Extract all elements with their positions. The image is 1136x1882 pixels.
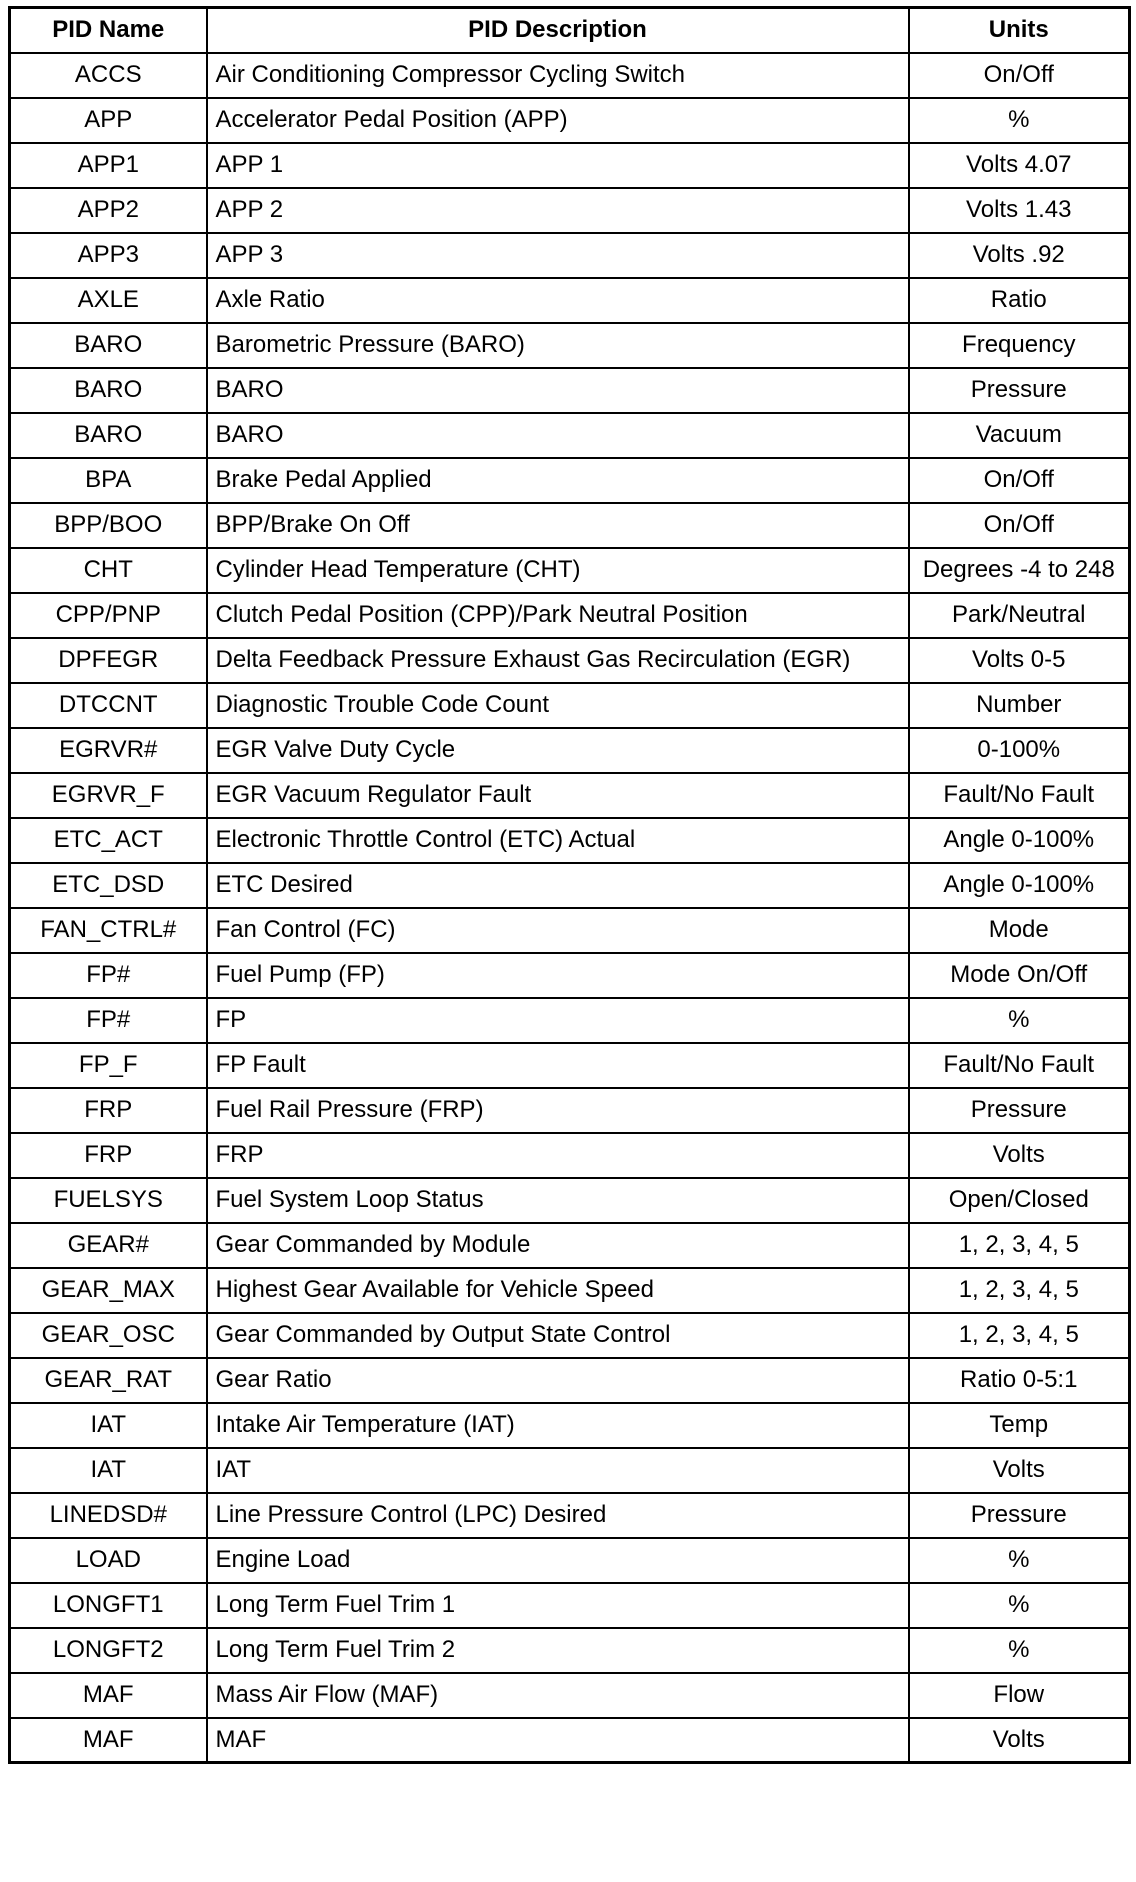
pid-units-cell: %: [909, 1538, 1130, 1583]
pid-description-cell: APP 2: [207, 188, 909, 233]
table-row: [10, 683, 1130, 728]
pid-units-cell: Volts: [909, 1448, 1130, 1493]
pid-description-cell: Highest Gear Available for Vehicle Speed: [207, 1268, 909, 1313]
pid-description-cell: Brake Pedal Applied: [207, 458, 909, 503]
table-row: [10, 1493, 1130, 1538]
pid-description-cell: Intake Air Temperature (IAT): [207, 1403, 909, 1448]
pid-units-cell: Flow: [909, 1673, 1130, 1718]
pid-units-cell: Mode: [909, 908, 1130, 953]
pid-description-cell: BARO: [207, 413, 909, 458]
table-row: [10, 1313, 1130, 1358]
pid-description-cell: FRP: [207, 1133, 909, 1178]
pid-name-cell: FP_F: [10, 1043, 207, 1088]
pid-units-cell: Angle 0-100%: [909, 863, 1130, 908]
header-pid-name: PID Name: [10, 8, 207, 53]
pid-description-cell: Gear Commanded by Module: [207, 1223, 909, 1268]
pid-name-cell: APP2: [10, 188, 207, 233]
pid-name-cell: ETC_DSD: [10, 863, 207, 908]
pid-units-cell: On/Off: [909, 53, 1130, 98]
table-row: [10, 998, 1130, 1043]
pid-units-cell: Fault/No Fault: [909, 1043, 1130, 1088]
pid-units-cell: Volts 0-5: [909, 638, 1130, 683]
pid-name-cell: LONGFT1: [10, 1583, 207, 1628]
pid-name-cell: EGRVR_F: [10, 773, 207, 818]
pid-units-cell: Volts: [909, 1718, 1130, 1763]
table-row: [10, 458, 1130, 503]
table-row: [10, 593, 1130, 638]
pid-name-cell: APP: [10, 98, 207, 143]
table-row: [10, 1628, 1130, 1673]
table-row: [10, 323, 1130, 368]
pid-description-cell: BARO: [207, 368, 909, 413]
table-row: [10, 1448, 1130, 1493]
pid-description-cell: IAT: [207, 1448, 909, 1493]
pid-units-cell: %: [909, 98, 1130, 143]
pid-name-cell: BPA: [10, 458, 207, 503]
pid-description-cell: Barometric Pressure (BARO): [207, 323, 909, 368]
pid-name-cell: BARO: [10, 368, 207, 413]
header-row: [10, 8, 1130, 53]
pid-name-cell: GEAR#: [10, 1223, 207, 1268]
table-row: [10, 1133, 1130, 1178]
pid-name-cell: CPP/PNP: [10, 593, 207, 638]
table-row: [10, 1538, 1130, 1583]
table-row: [10, 1583, 1130, 1628]
pid-name-cell: FUELSYS: [10, 1178, 207, 1223]
table-row: [10, 1178, 1130, 1223]
pid-units-cell: %: [909, 1628, 1130, 1673]
pid-description-cell: Fuel Pump (FP): [207, 953, 909, 998]
pid-units-cell: Volts 1.43: [909, 188, 1130, 233]
pid-description-cell: APP 1: [207, 143, 909, 188]
pid-description-cell: Engine Load: [207, 1538, 909, 1583]
pid-name-cell: APP3: [10, 233, 207, 278]
pid-name-cell: GEAR_OSC: [10, 1313, 207, 1358]
pid-name-cell: MAF: [10, 1673, 207, 1718]
pid-description-cell: Electronic Throttle Control (ETC) Actual: [207, 818, 909, 863]
table-row: [10, 1718, 1130, 1763]
table-row: [10, 278, 1130, 323]
pid-description-cell: Air Conditioning Compressor Cycling Switch: [207, 53, 909, 98]
pid-description-cell: Delta Feedback Pressure Exhaust Gas Recirculation (EGR): [207, 638, 909, 683]
table-row: [10, 728, 1130, 773]
table-row: [10, 953, 1130, 998]
pid-description-cell: Fan Control (FC): [207, 908, 909, 953]
pid-units-cell: Mode On/Off: [909, 953, 1130, 998]
pid-name-cell: AXLE: [10, 278, 207, 323]
pid-units-cell: %: [909, 1583, 1130, 1628]
table-row: [10, 143, 1130, 188]
pid-table: [8, 6, 1131, 1764]
pid-units-cell: Pressure: [909, 368, 1130, 413]
pid-name-cell: BARO: [10, 413, 207, 458]
pid-description-cell: Gear Ratio: [207, 1358, 909, 1403]
table-row: [10, 368, 1130, 413]
pid-units-cell: Frequency: [909, 323, 1130, 368]
table-row: [10, 863, 1130, 908]
pid-description-cell: Gear Commanded by Output State Control: [207, 1313, 909, 1358]
table-row: [10, 1403, 1130, 1448]
table-row: [10, 548, 1130, 593]
table-body: [10, 53, 1130, 1763]
pid-description-cell: MAF: [207, 1718, 909, 1763]
pid-units-cell: Park/Neutral: [909, 593, 1130, 638]
pid-units-cell: Ratio 0-5:1: [909, 1358, 1130, 1403]
pid-description-cell: FP: [207, 998, 909, 1043]
pid-description-cell: EGR Vacuum Regulator Fault: [207, 773, 909, 818]
pid-units-cell: Volts: [909, 1133, 1130, 1178]
pid-units-cell: 1, 2, 3, 4, 5: [909, 1313, 1130, 1358]
pid-units-cell: Pressure: [909, 1493, 1130, 1538]
pid-description-cell: Axle Ratio: [207, 278, 909, 323]
pid-description-cell: Fuel System Loop Status: [207, 1178, 909, 1223]
pid-units-cell: Open/Closed: [909, 1178, 1130, 1223]
pid-units-cell: Volts 4.07: [909, 143, 1130, 188]
pid-name-cell: IAT: [10, 1448, 207, 1493]
table-row: [10, 1088, 1130, 1133]
pid-units-cell: Ratio: [909, 278, 1130, 323]
pid-name-cell: FRP: [10, 1088, 207, 1133]
pid-description-cell: ETC Desired: [207, 863, 909, 908]
table-row: [10, 908, 1130, 953]
pid-name-cell: LINEDSD#: [10, 1493, 207, 1538]
pid-description-cell: Accelerator Pedal Position (APP): [207, 98, 909, 143]
pid-units-cell: Volts .92: [909, 233, 1130, 278]
pid-name-cell: BARO: [10, 323, 207, 368]
pid-name-cell: DTCCNT: [10, 683, 207, 728]
pid-units-cell: On/Off: [909, 458, 1130, 503]
pid-description-cell: APP 3: [207, 233, 909, 278]
pid-description-cell: Long Term Fuel Trim 1: [207, 1583, 909, 1628]
pid-name-cell: ACCS: [10, 53, 207, 98]
header-pid-description: PID Description: [207, 8, 909, 53]
pid-name-cell: GEAR_RAT: [10, 1358, 207, 1403]
pid-name-cell: IAT: [10, 1403, 207, 1448]
pid-name-cell: LONGFT2: [10, 1628, 207, 1673]
pid-units-cell: Pressure: [909, 1088, 1130, 1133]
pid-units-cell: 0-100%: [909, 728, 1130, 773]
pid-description-cell: Cylinder Head Temperature (CHT): [207, 548, 909, 593]
pid-name-cell: FP#: [10, 953, 207, 998]
pid-name-cell: CHT: [10, 548, 207, 593]
pid-name-cell: FRP: [10, 1133, 207, 1178]
pid-name-cell: FAN_CTRL#: [10, 908, 207, 953]
pid-name-cell: DPFEGR: [10, 638, 207, 683]
table-row: [10, 1223, 1130, 1268]
table-row: [10, 1358, 1130, 1403]
pid-description-cell: Fuel Rail Pressure (FRP): [207, 1088, 909, 1133]
pid-description-cell: Clutch Pedal Position (CPP)/Park Neutral Position: [207, 593, 909, 638]
pid-description-cell: EGR Valve Duty Cycle: [207, 728, 909, 773]
pid-name-cell: ETC_ACT: [10, 818, 207, 863]
table-row: [10, 638, 1130, 683]
pid-description-cell: Long Term Fuel Trim 2: [207, 1628, 909, 1673]
pid-units-cell: 1, 2, 3, 4, 5: [909, 1223, 1130, 1268]
pid-units-cell: On/Off: [909, 503, 1130, 548]
pid-units-cell: Number: [909, 683, 1130, 728]
pid-units-cell: Angle 0-100%: [909, 818, 1130, 863]
header-units: Units: [909, 8, 1130, 53]
table-row: [10, 1673, 1130, 1718]
pid-units-cell: Degrees -4 to 248: [909, 548, 1130, 593]
pid-name-cell: FP#: [10, 998, 207, 1043]
pid-units-cell: 1, 2, 3, 4, 5: [909, 1268, 1130, 1313]
table-row: [10, 188, 1130, 233]
pid-description-cell: BPP/Brake On Off: [207, 503, 909, 548]
pid-units-cell: Fault/No Fault: [909, 773, 1130, 818]
table-row: [10, 773, 1130, 818]
table-row: [10, 98, 1130, 143]
table-header: [10, 8, 1130, 53]
table-row: [10, 53, 1130, 98]
pid-description-cell: Mass Air Flow (MAF): [207, 1673, 909, 1718]
pid-description-cell: Diagnostic Trouble Code Count: [207, 683, 909, 728]
pid-units-cell: Temp: [909, 1403, 1130, 1448]
pid-name-cell: LOAD: [10, 1538, 207, 1583]
table-row: [10, 233, 1130, 278]
pid-units-cell: %: [909, 998, 1130, 1043]
table-row: [10, 818, 1130, 863]
table-row: [10, 503, 1130, 548]
pid-description-cell: Line Pressure Control (LPC) Desired: [207, 1493, 909, 1538]
table-row: [10, 1268, 1130, 1313]
pid-units-cell: Vacuum: [909, 413, 1130, 458]
table-row: [10, 413, 1130, 458]
pid-name-cell: APP1: [10, 143, 207, 188]
table-row: [10, 1043, 1130, 1088]
pid-name-cell: MAF: [10, 1718, 207, 1763]
pid-name-cell: BPP/BOO: [10, 503, 207, 548]
pid-name-cell: EGRVR#: [10, 728, 207, 773]
pid-name-cell: GEAR_MAX: [10, 1268, 207, 1313]
pid-description-cell: FP Fault: [207, 1043, 909, 1088]
